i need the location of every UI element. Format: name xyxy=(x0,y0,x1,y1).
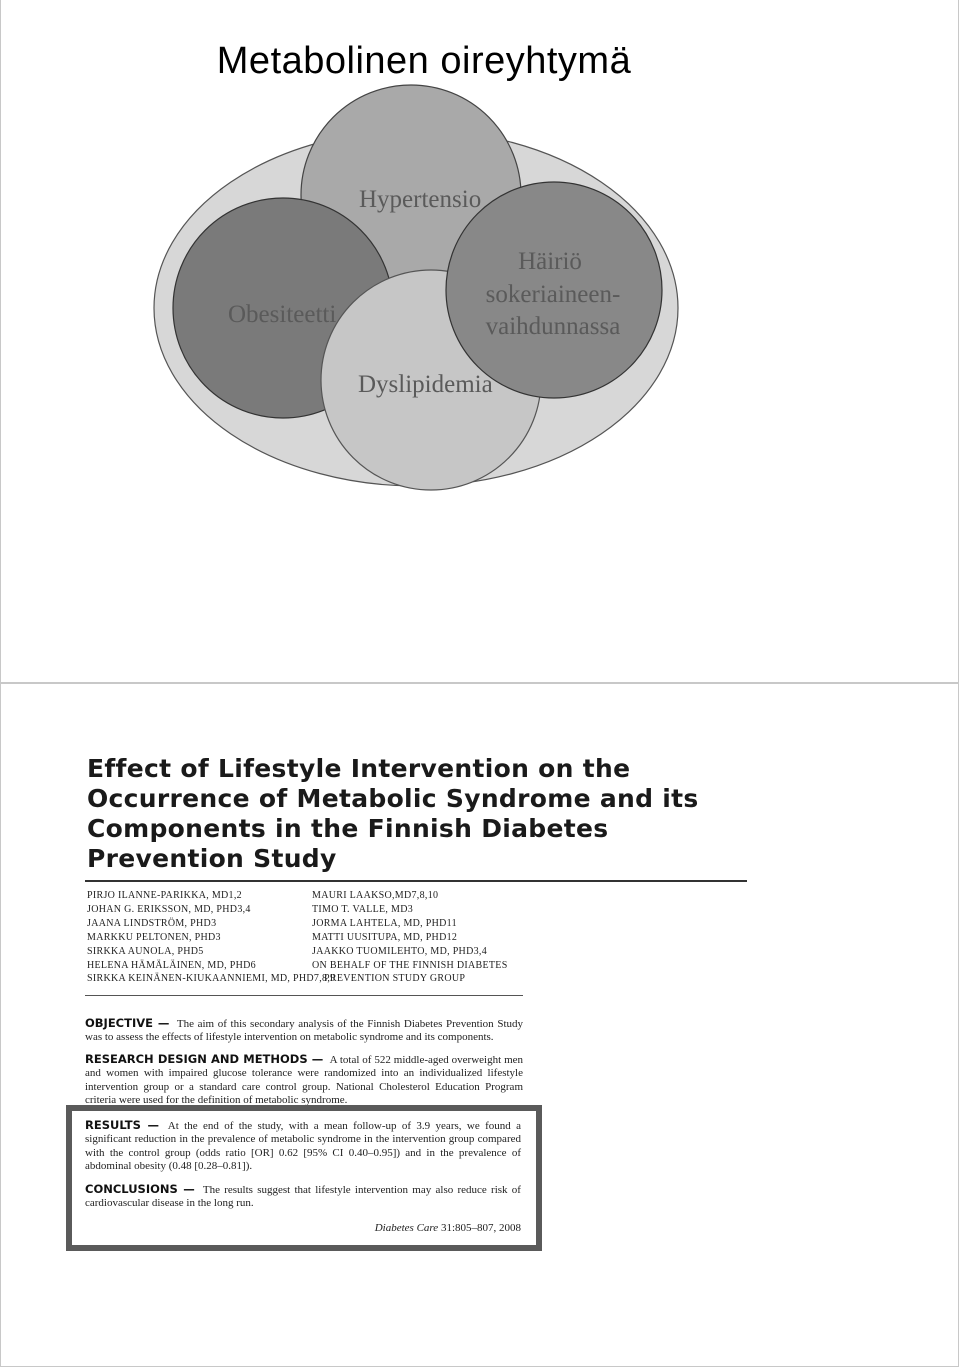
author: PIRJO ILANNE-PARIKKA, MD1,2 xyxy=(87,890,242,901)
paper-title-line: Prevention Study xyxy=(87,844,337,873)
title-rule xyxy=(85,880,747,882)
methods-heading: RESEARCH DESIGN AND METHODS — xyxy=(85,1052,324,1066)
label-glucose-2: sokeriaineen- xyxy=(485,281,621,308)
paper-title-line: Occurrence of Metabolic Syndrome and its xyxy=(87,784,699,813)
label-dyslipidemia: Dyslipidemia xyxy=(358,371,493,398)
slide-study-abstract xyxy=(0,683,959,1367)
conclusions-section xyxy=(85,1183,521,1211)
author: TIMO T. VALLE, MD3 xyxy=(312,903,414,915)
results-section xyxy=(85,1119,521,1174)
author: JOHAN G. ERIKSSON, MD, PHD3,4 xyxy=(87,903,251,915)
label-obesity: Obesiteetti xyxy=(228,301,337,328)
author: JAAKKO TUOMILEHTO, MD, PHD3,4 xyxy=(312,945,487,957)
author: JAANA LINDSTRÖM, PHD3 xyxy=(87,917,217,929)
paper-title-line: Components in the Finnish Diabetes xyxy=(87,814,609,843)
methods-text: A total of 522 middle-aged overweight men and women with impaired glucose tolerance were randomized into an individualized lifestyle intervention group or a standard care control group. National Cholesterol Education Program criteria were used for the definition of metabolic syndrome. xyxy=(85,1054,524,1107)
author: HELENA HÄMÄLÄINEN, MD, PHD6 xyxy=(87,959,256,971)
citation xyxy=(331,1222,521,1234)
citation-journal: Diabetes Care xyxy=(374,1222,439,1234)
conclusions-text: The results suggest that lifestyle intervention may also reduce risk of cardiovascular disease in the long run. xyxy=(85,1184,521,1210)
objective-heading: OBJECTIVE — xyxy=(85,1016,170,1030)
paper-title-line: Effect of Lifestyle Intervention on the xyxy=(87,754,631,783)
author: SIRKKA AUNOLA, PHD5 xyxy=(87,945,204,957)
venn-diagram xyxy=(1,0,960,683)
conclusions-heading: CONCLUSIONS — xyxy=(85,1182,195,1196)
author: PREVENTION STUDY GROUP xyxy=(324,973,466,985)
author: SIRKKA KEINÄNEN-KIUKAANNIEMI, MD, PHD7,8,9 xyxy=(87,973,336,985)
label-hypertension: Hypertensio xyxy=(359,186,482,213)
methods-section xyxy=(85,1053,523,1108)
paper-title xyxy=(87,754,787,874)
label-glucose-3: vaihdunnassa xyxy=(485,313,621,340)
objective-text: The aim of this secondary analysis of the Finnish Diabetes Prevention Study was to assess the effects of lifestyle intervention on metabolic syndrome and its components. xyxy=(85,1018,523,1044)
citation-ref: 31:805–807, 2008 xyxy=(440,1222,521,1234)
results-text: At the end of the study, with a mean follow-up of 3.9 years, we found a significant reduction in the prevalence of metabolic syndrome in the intervention group compared with the control group (odds ratio [OR] 0.62 [95% CI 0.40–0.95]) and in the prevalence of abdominal obesity (0.48 [0.28–0.81]). xyxy=(85,1120,521,1173)
objective-section xyxy=(85,1017,523,1045)
author: MAURI LAAKSO,MD7,8,10 xyxy=(312,890,439,901)
author: MATTI UUSITUPA, MD, PHD12 xyxy=(312,931,458,943)
author: MARKKU PELTONEN, PHD3 xyxy=(87,931,221,943)
authors-rule xyxy=(85,995,523,996)
authors-right xyxy=(312,889,508,986)
label-glucose-1: Häiriö xyxy=(518,248,582,275)
slide-metabolic-syndrome xyxy=(0,0,959,683)
authors-left xyxy=(87,889,335,986)
slide-title: Metabolinen oireyhtymä xyxy=(216,40,632,82)
author: JORMA LAHTELA, MD, PHD11 xyxy=(312,917,457,929)
author: ON BEHALF OF THE FINNISH DIABETES xyxy=(312,959,508,971)
results-heading: RESULTS — xyxy=(85,1118,160,1132)
